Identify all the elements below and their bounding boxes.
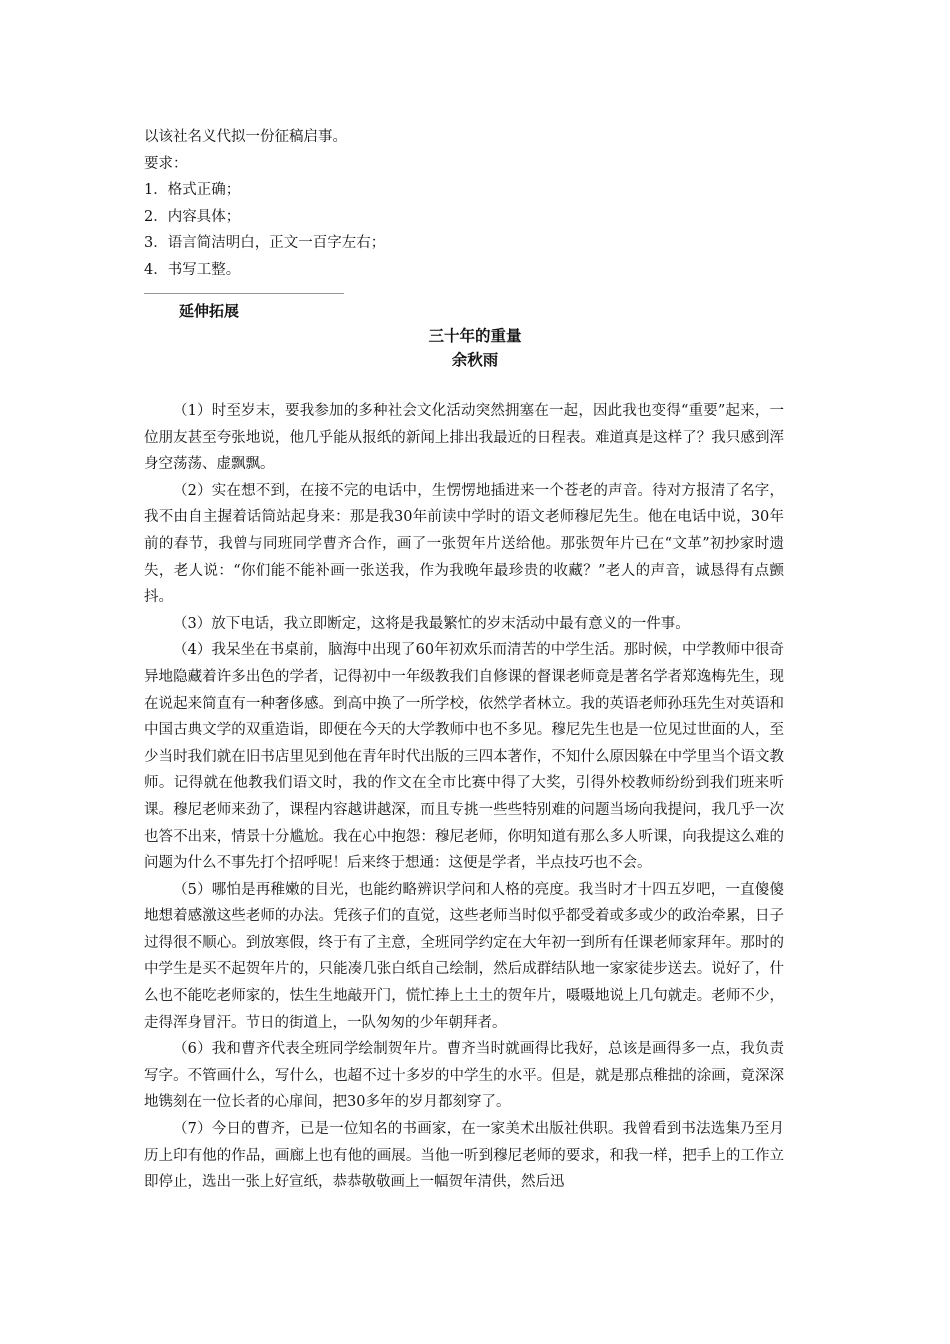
section-heading: 延伸拓展 xyxy=(179,302,240,320)
requirement-item: 4．书写工整。 xyxy=(144,261,241,278)
article-body xyxy=(144,398,784,1196)
requirement-item: 2．内容具体； xyxy=(144,208,241,225)
requirements-label: 要求： xyxy=(144,155,188,172)
article-paragraph: （5）哪怕是再稚嫩的目光，也能约略辨识学问和人格的亮度。我当时才十四五岁吧，一直傻傻地想着感激这些老师的办法。凭孩子们的直觉，这些老师当时似乎都受着或多或少的政治牵累，日子过得很不顺心。到放寒假，终于有了主意，全班同学约定在大年初一到所有任课老师家拜年。那时的中学生是买不起贺年片的，只能凑几张白纸自己绘制，然后成群结队地一家家徒步送去。说好了，什么也不能吃老师家的，怯生生地敲开门，慌忙捧上土土的贺年片，嗫嗫地说上几句就走。老师不少，走得浑身冒汗。节日的街道上，一队匆匆的少年朝拜者。 xyxy=(144,881,784,1031)
task-intro: 以该社名义代拟一份征稿启事。 xyxy=(144,129,347,145)
article-paragraph: （2）实在想不到，在接不完的电话中，生愣愣地插进来一个苍老的声音。待对方报清了名字，我不由自主握着话筒站起身来：那是我30年前读中学时的语文老师穆尼先生。他在电话中说，30年前的春节，我曾与同班同学曹齐合作，画了一张贺年片送给他。那张贺年片已在“文革”初抄家时遗失，老人说：“你们能不能补画一张送我，作为我晚年最珍贵的收藏？”老人的声音，诚恳得有点颤抖。 xyxy=(144,482,784,606)
article-paragraph: （6）我和曹齐代表全班同学绘制贺年片。曹齐当时就画得比我好，总该是画得多一点，我负责写字。不管画什么，写什么，也超不过十多岁的中学生的水平。但是，就是那点稚拙的涂画，竟深深地镌刻在一位长者的心扉间，把30多年的岁月都刻穿了。 xyxy=(144,1041,784,1111)
article-paragraph: （7）今日的曹齐，已是一位知名的书画家，在一家美术出版社供职。我曾看到书法选集乃至月历上印有他的作品，画廊上也有他的画展。当他一听到穆尼老师的要求，和我一样，把手上的工作立即停止，选出一张上好宣纸，恭恭敬敬画上一幅贺年清供，然后迅 xyxy=(144,1121,784,1191)
article-author: 余秋雨 xyxy=(451,350,499,369)
requirement-item: 3．语言简洁明白，正文一百字左右； xyxy=(144,235,386,251)
article-paragraph: （3）放下电话，我立即断定，这将是我最繁忙的岁末活动中最有意义的一件事。 xyxy=(173,615,690,632)
article-paragraph: （4）我呆坐在书桌前，脑海中出现了60年初欢乐而清苦的中学生活。那时候，中学教师中很奇异地隐藏着许多出色的学者，记得初中一年级教我们自修课的督课老师竟是著名学者郑逸梅先生，现在说起来简直有一种奢侈感。到高中换了一所学校，依然学者林立。我的英语老师孙珏先生对英语和中国古典文学的双重造诣，即便在今天的大学教师中也不多见。穆尼先生也是一位见过世面的人，至少当时我们就在旧书店里见到他在青年时代出版的三四本著作，不知什么原因躲在中学里当个语文教师。记得就在他教我们语文时，我的作文在全市比赛中得了大奖，引得外校教师纷纷到我们班来听课。穆尼老师来劲了，课程内容越讲越深，而且专挑一些些特别难的问题当场向我提问，我几乎一次也答不出来，情景十分尴尬。我在心中抱怨：穆尼老师，你明知道有那么多人听课，向我提这么难的问题为什么不事先打个招呼呢！后来终于想通：这便是学者，半点技巧也不会。 xyxy=(144,642,784,872)
article-paragraph: （1）时至岁末，要我参加的多种社会文化活动突然拥塞在一起，因此我也变得“重要”起来，一位朋友甚至夸张地说，他几乎能从报纸的新闻上排出我最近的日程表。难道真是这样了？我只感到浑身空荡荡、虚飘飘。 xyxy=(144,403,784,473)
article-title: 三十年的重量 xyxy=(428,326,522,345)
requirement-item: 1．格式正确； xyxy=(144,182,241,198)
section-divider xyxy=(144,293,344,294)
writing-task xyxy=(144,124,784,283)
